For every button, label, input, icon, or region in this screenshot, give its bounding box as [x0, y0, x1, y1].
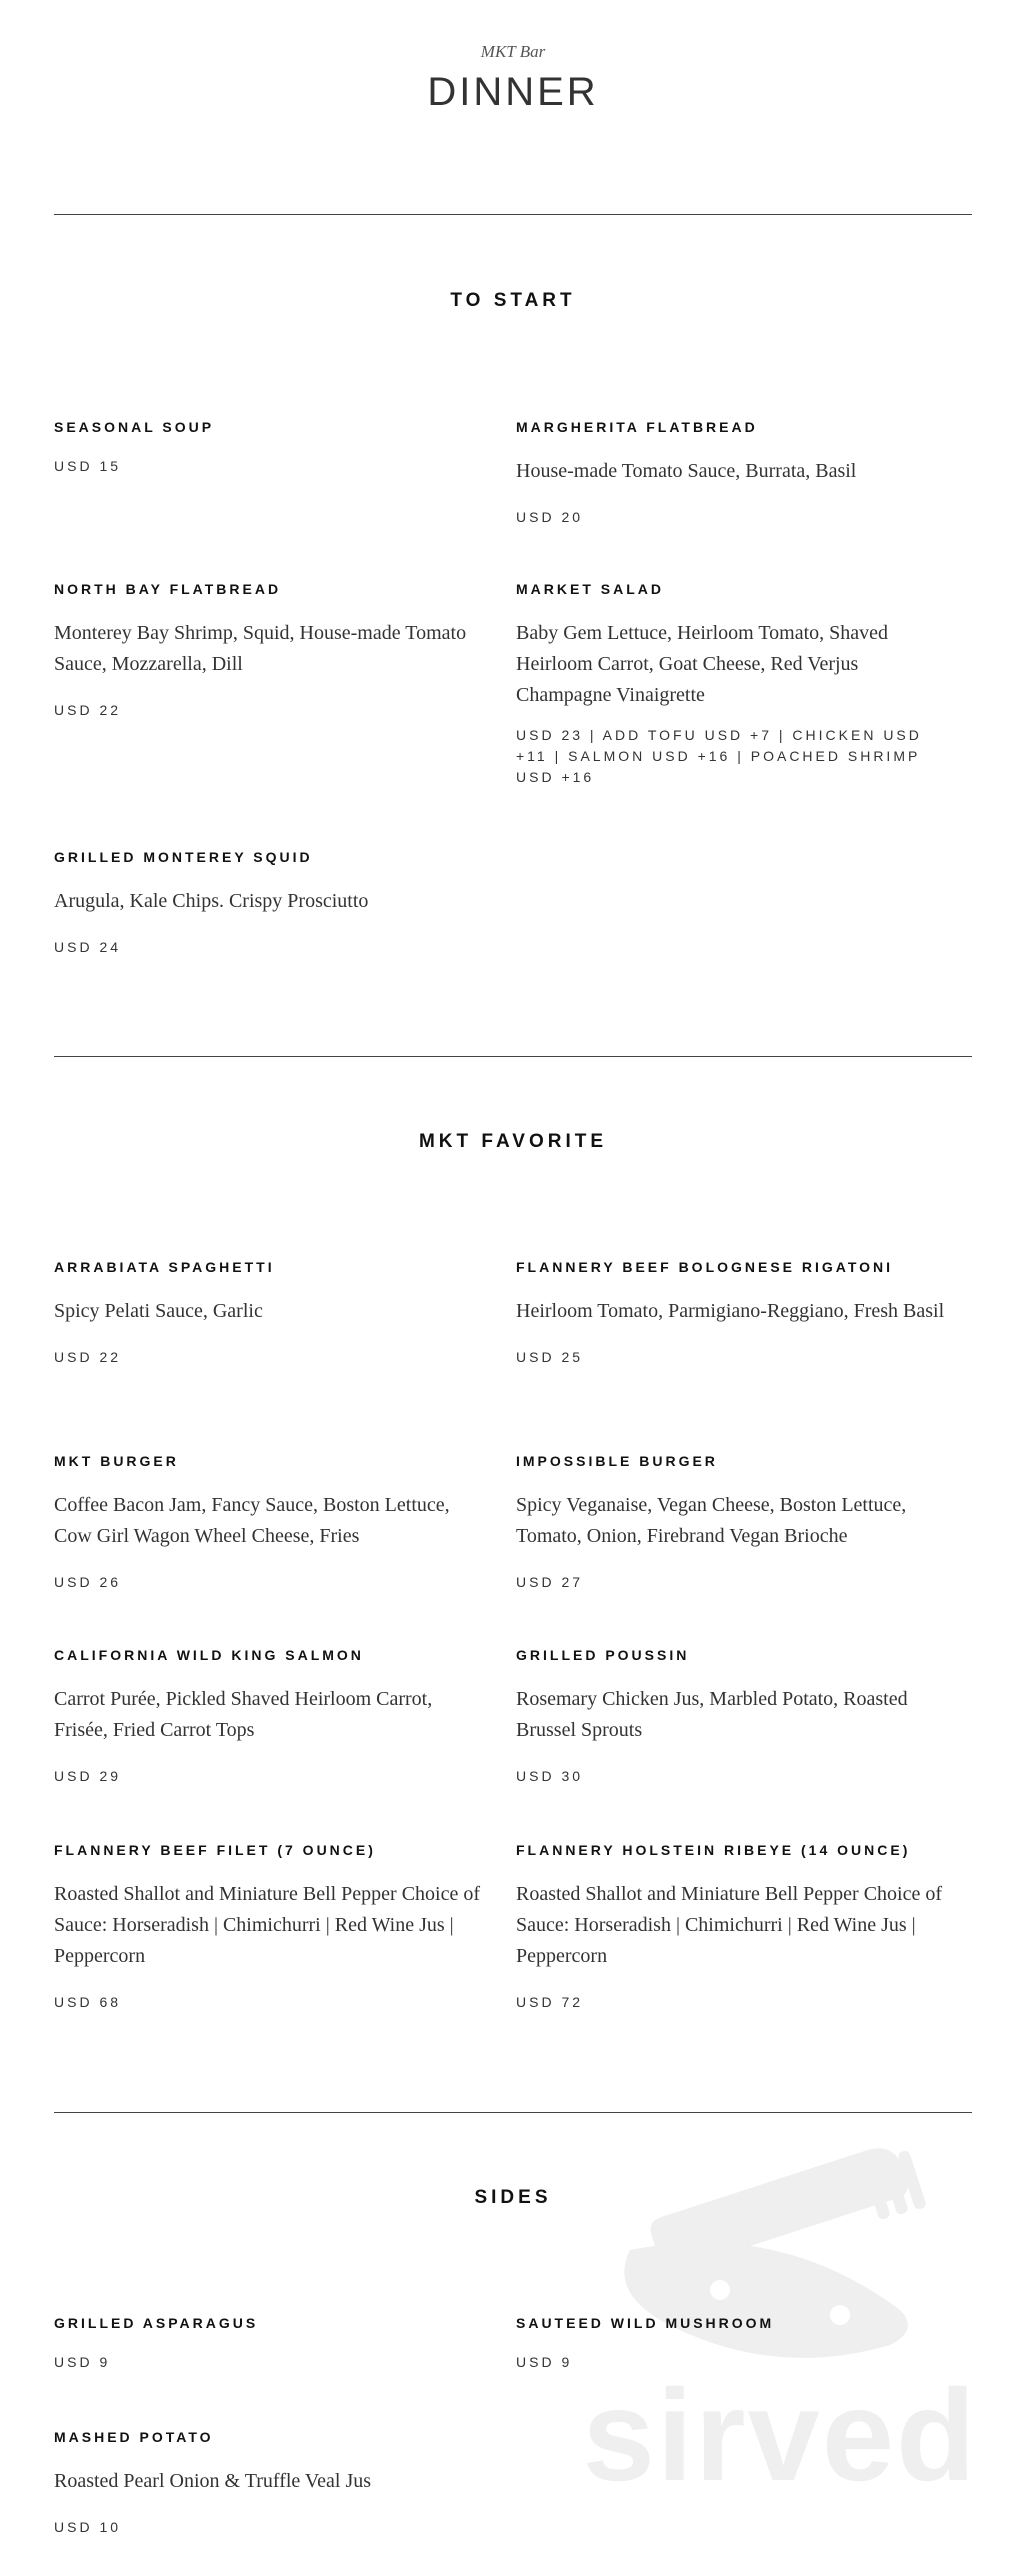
- item-price: USD 68: [54, 1994, 122, 2010]
- menu-item: [516, 1258, 946, 1368]
- item-price: USD 23 | ADD TOFU USD +7 | CHICKEN USD +11 | SALMON USD +16 | POACHED SHRIMP USD +16: [516, 727, 922, 785]
- menu-item: [54, 418, 484, 477]
- item-price: USD 20: [516, 509, 584, 525]
- item-price: USD 25: [516, 1349, 584, 1365]
- item-name: ARRABIATA SPAGHETTI: [54, 1259, 275, 1275]
- item-description: Roasted Shallot and Miniature Bell Pepper Choice of Sauce: Horseradish | Chimichurri | Red Wine Jus | Peppercorn: [54, 1883, 481, 1967]
- item-name: MASHED POTATO: [54, 2429, 214, 2445]
- item-description: Roasted Pearl Onion & Truffle Veal Jus: [54, 2470, 372, 2492]
- menu-item: [516, 1841, 946, 2013]
- item-price: USD 9: [516, 2354, 573, 2370]
- page-title: DINNER: [427, 70, 599, 114]
- item-description: Spicy Veganaise, Vegan Cheese, Boston Lettuce, Tomato, Onion, Firebrand Vegan Brioche: [516, 1494, 907, 1547]
- item-name: MKT BURGER: [54, 1453, 179, 1469]
- item-price: USD 30: [516, 1768, 584, 1784]
- item-name: IMPOSSIBLE BURGER: [516, 1453, 718, 1469]
- menu-item: [54, 1452, 484, 1593]
- watermark-text: sirved: [582, 2362, 978, 2508]
- menu-item: [516, 580, 946, 788]
- menu-item: [54, 848, 484, 958]
- menu-item: [54, 580, 484, 721]
- item-name: SAUTEED WILD MUSHROOM: [516, 2315, 775, 2331]
- item-price: USD 27: [516, 1574, 584, 1590]
- item-price: USD 22: [54, 702, 122, 718]
- item-price: USD 29: [54, 1768, 122, 1784]
- menu-item: [54, 2314, 484, 2373]
- menu-item: [54, 2428, 484, 2538]
- menu-item: [54, 1258, 484, 1368]
- item-name: FLANNERY HOLSTEIN RIBEYE (14 OUNCE): [516, 1842, 911, 1858]
- item-name: FLANNERY BEEF BOLOGNESE RIGATONI: [516, 1259, 894, 1275]
- item-name: GRILLED MONTEREY SQUID: [54, 849, 313, 865]
- item-description: House-made Tomato Sauce, Burrata, Basil: [516, 460, 857, 482]
- item-price: USD 72: [516, 1994, 584, 2010]
- section-divider: [54, 1056, 972, 1057]
- item-name: MARGHERITA FLATBREAD: [516, 419, 758, 435]
- item-name: GRILLED ASPARAGUS: [54, 2315, 259, 2331]
- menu-item: [54, 1841, 484, 2013]
- section-divider: [54, 214, 972, 215]
- item-price: USD 10: [54, 2519, 122, 2535]
- item-description: Heirloom Tomato, Parmigiano-Reggiano, Fresh Basil: [516, 1300, 945, 1322]
- item-description: Arugula, Kale Chips. Crispy Prosciutto: [54, 890, 369, 912]
- item-price: USD 9: [54, 2354, 111, 2370]
- item-name: CALIFORNIA WILD KING SALMON: [54, 1647, 364, 1663]
- item-description: Baby Gem Lettuce, Heirloom Tomato, Shaved Heirloom Carrot, Goat Cheese, Red Verjus Champagne Vinaigrette: [516, 622, 889, 706]
- item-price: USD 15: [54, 458, 122, 474]
- item-name: SEASONAL SOUP: [54, 419, 215, 435]
- section-title-mkt-favorite: MKT FAVORITE: [418, 1131, 608, 1152]
- section-divider: [54, 2112, 972, 2113]
- item-name: FLANNERY BEEF FILET (7 OUNCE): [54, 1842, 376, 1858]
- venue-name: MKT Bar: [480, 42, 546, 61]
- menu-item: [516, 418, 946, 528]
- menu-item: [54, 1646, 484, 1787]
- item-name: GRILLED POUSSIN: [516, 1647, 690, 1663]
- section-title-sides: SIDES: [474, 2187, 552, 2208]
- section-title-to-start: TO START: [450, 290, 576, 311]
- menu-item: [516, 1646, 946, 1787]
- item-price: USD 26: [54, 1574, 122, 1590]
- item-description: Spicy Pelati Sauce, Garlic: [54, 1300, 263, 1322]
- item-name: NORTH BAY FLATBREAD: [54, 581, 282, 597]
- item-description: Carrot Purée, Pickled Shaved Heirloom Carrot, Frisée, Fried Carrot Tops: [54, 1688, 433, 1741]
- item-price: USD 24: [54, 939, 122, 955]
- item-price: USD 22: [54, 1349, 122, 1365]
- item-description: Coffee Bacon Jam, Fancy Sauce, Boston Lettuce, Cow Girl Wagon Wheel Cheese, Fries: [54, 1494, 450, 1547]
- item-description: Rosemary Chicken Jus, Marbled Potato, Roasted Brussel Sprouts: [516, 1688, 908, 1741]
- item-description: Roasted Shallot and Miniature Bell Pepper Choice of Sauce: Horseradish | Chimichurri | Red Wine Jus | Peppercorn: [516, 1883, 943, 1967]
- item-name: MARKET SALAD: [516, 581, 664, 597]
- item-description: Monterey Bay Shrimp, Squid, House-made Tomato Sauce, Mozzarella, Dill: [54, 622, 467, 675]
- menu-item: [516, 2314, 946, 2373]
- menu-item: [516, 1452, 946, 1593]
